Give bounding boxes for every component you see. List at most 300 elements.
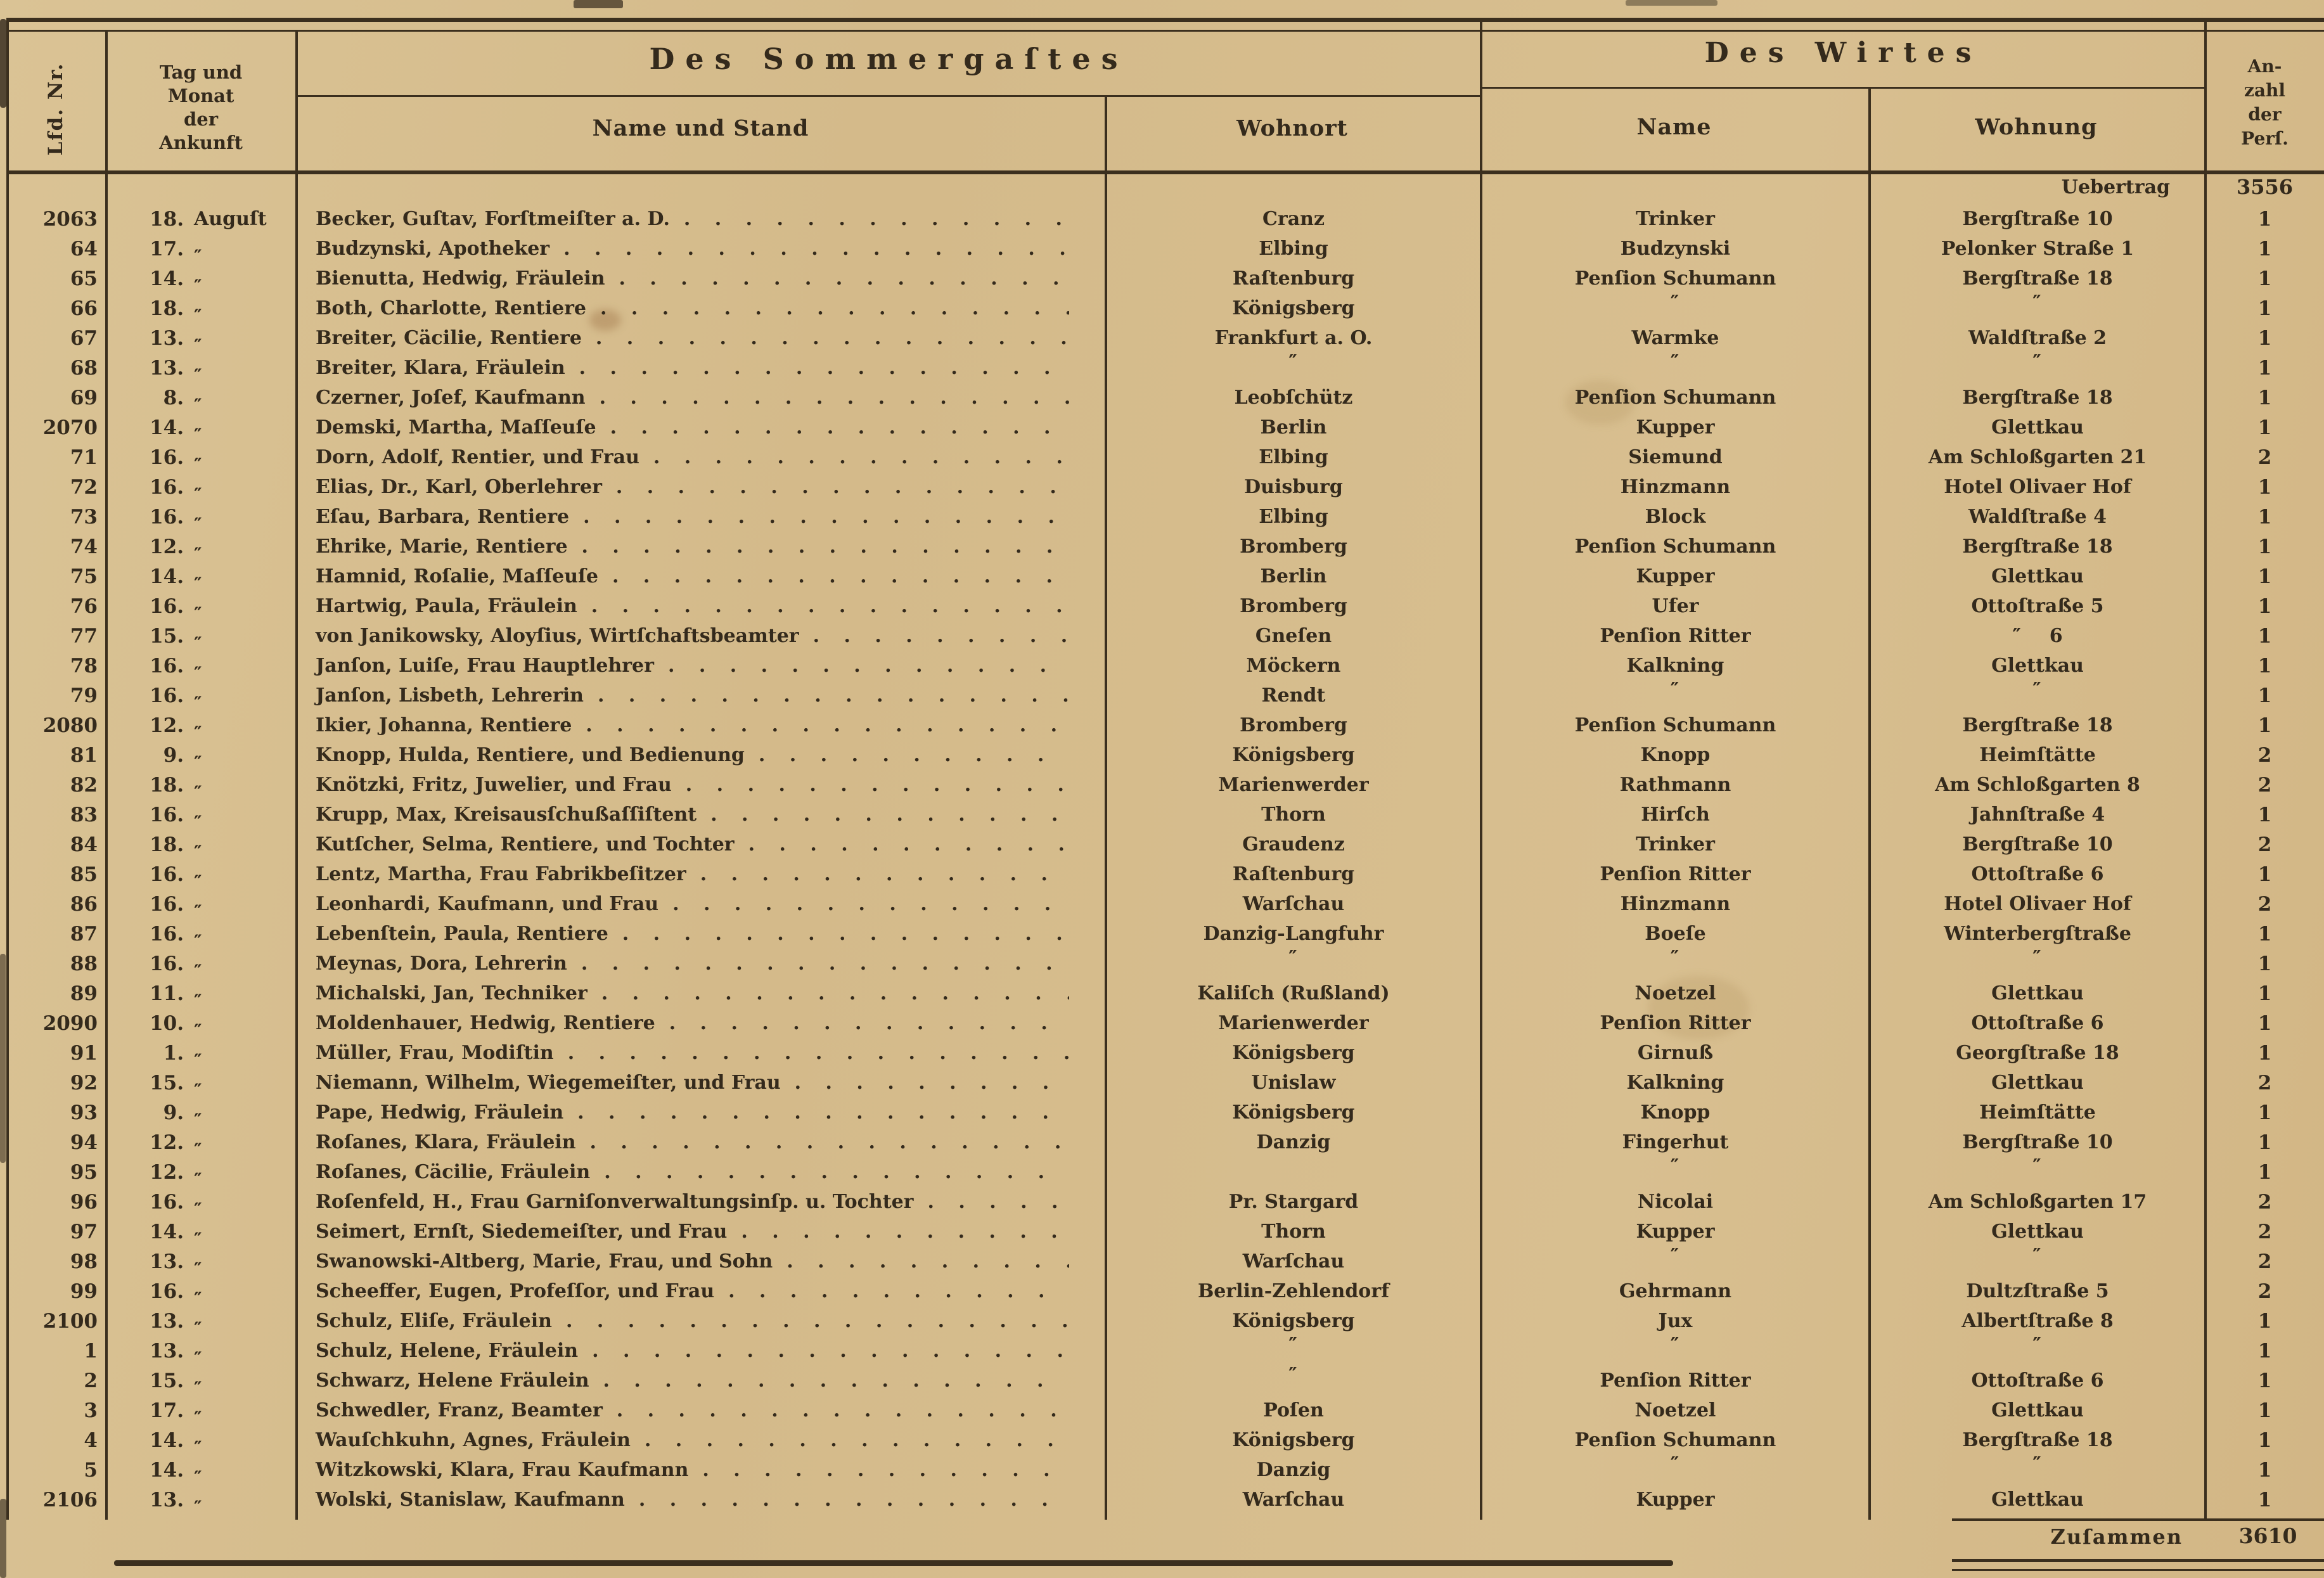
- row-number: 68: [70, 356, 98, 380]
- row-number-cell: [6, 1306, 106, 1336]
- arrival-date-cell: [106, 1247, 297, 1280]
- row-number: 2106: [42, 1488, 98, 1511]
- arrival-day: 13.: [150, 1250, 184, 1273]
- row-number: 74: [70, 535, 98, 558]
- host-wohnung: Dultzſtraße 5: [1966, 1280, 2109, 1302]
- host-name: ″: [1670, 1155, 1681, 1177]
- arrival-day: 12.: [150, 535, 184, 558]
- guest-name: Bienutta, Hedwig, Fräulein: [316, 267, 605, 290]
- dot-leader: [586, 714, 1069, 736]
- person-count: 1: [2257, 863, 2272, 886]
- arrival-date-cell: [106, 889, 297, 922]
- arrival-month: ″: [194, 1497, 203, 1518]
- host-name: ″: [1670, 679, 1681, 701]
- arrival-day: 15.: [150, 1369, 184, 1392]
- guest-wohnort: Kaliſch (Rußland): [1197, 982, 1390, 1004]
- arrival-month: ″: [194, 454, 203, 475]
- guest-name-cell: [297, 442, 1106, 472]
- table-row: [6, 292, 2324, 326]
- guest-name: Lebenſtein, Paula, Rentiere: [316, 923, 608, 945]
- table-row: [6, 234, 2324, 267]
- host-name: ″: [1670, 351, 1681, 373]
- guest-name-cell: [297, 1425, 1106, 1455]
- host-wohnung: Bergſtraße 18: [1962, 536, 2113, 558]
- arrival-day: 16.: [150, 505, 184, 529]
- arrival-date-cell: [106, 561, 297, 594]
- guest-name: Michalski, Jan, Techniker: [316, 982, 587, 1004]
- dot-leader: [577, 1101, 1069, 1124]
- arrival-day: 13.: [150, 356, 184, 380]
- person-count: 2: [2257, 1190, 2272, 1214]
- host-name: Warmke: [1631, 327, 1719, 349]
- guest-name: Moldenhauer, Hedwig, Rentiere: [316, 1012, 655, 1034]
- dot-leader: [610, 416, 1069, 439]
- row-number: 95: [70, 1160, 98, 1184]
- column-header-wohnort: Wohnort: [1236, 115, 1348, 141]
- person-count: 2: [2257, 446, 2272, 469]
- guest-wohnort: ″: [1288, 351, 1299, 373]
- table-row: [6, 532, 2324, 565]
- person-count: 1: [2257, 803, 2272, 826]
- dot-leader: [668, 655, 1069, 677]
- row-number: 1: [84, 1339, 98, 1363]
- guest-wohnort: Berlin-Zehlendorf: [1197, 1280, 1390, 1302]
- row-number-cell: [6, 1127, 106, 1157]
- person-count: 1: [2257, 207, 2272, 231]
- row-number: 92: [70, 1071, 98, 1094]
- guest-wohnort: Danzig-Langfuhr: [1203, 923, 1384, 945]
- dot-leader: [617, 1399, 1069, 1421]
- dot-leader: [604, 1161, 1069, 1183]
- arrival-day: 14.: [150, 1220, 184, 1243]
- guest-wohnort: Königsberg: [1232, 1310, 1355, 1332]
- arrival-day: 16.: [150, 863, 184, 886]
- host-name: ″: [1670, 1334, 1681, 1356]
- guest-wohnort: ″: [1288, 1364, 1299, 1386]
- row-number-cell: [6, 561, 106, 591]
- guest-name-cell: [297, 740, 1106, 770]
- arrival-month: ″: [194, 782, 203, 803]
- anzahl-header-line: An-: [2247, 56, 2282, 77]
- row-number: 97: [70, 1220, 98, 1243]
- arrival-month: ″: [194, 484, 203, 505]
- arrival-date-cell: [106, 830, 297, 863]
- arrival-date-cell: [106, 1306, 297, 1339]
- arrival-date-cell: [106, 1157, 297, 1190]
- guest-name: Pape, Hedwig, Fräulein: [316, 1101, 564, 1124]
- arrival-day: 13.: [150, 1309, 184, 1333]
- row-number-cell: [6, 472, 106, 502]
- person-count: 2: [2257, 1280, 2272, 1303]
- arrival-month: ″: [194, 1288, 203, 1309]
- total-value: 3610: [2238, 1523, 2297, 1548]
- dot-leader: [601, 982, 1069, 1004]
- host-wohnung: Albertſtraße 8: [1961, 1310, 2114, 1332]
- host-name: Penſion Schumann: [1574, 387, 1776, 409]
- guest-wohnort: Thorn: [1261, 804, 1326, 826]
- guest-wohnort: Leobſchütz: [1234, 387, 1353, 409]
- table-row: [6, 383, 2324, 416]
- arrival-day: 16.: [150, 594, 184, 618]
- person-count: 1: [2257, 1428, 2272, 1452]
- host-name: Block: [1645, 506, 1706, 528]
- host-name: Trinker: [1636, 208, 1715, 230]
- guest-name: Wolski, Stanislaw, Kaufmann: [316, 1489, 625, 1511]
- guest-name-cell: [297, 651, 1106, 681]
- guest-name: Roſanes, Klara, Fräulein: [316, 1131, 576, 1153]
- row-number-cell: [6, 978, 106, 1008]
- guest-name-cell: [297, 1485, 1106, 1515]
- arrival-date-cell: [106, 472, 297, 505]
- arrival-month: ″: [194, 1169, 203, 1190]
- row-number: 93: [70, 1101, 98, 1124]
- host-wohnung: Ottoſtraße 6: [1971, 863, 2104, 885]
- row-number-cell: [6, 1068, 106, 1098]
- person-count: 1: [2257, 535, 2272, 558]
- guest-wohnort: Unislaw: [1251, 1072, 1336, 1094]
- arrival-day: 16.: [150, 952, 184, 975]
- table-row: [6, 859, 2324, 892]
- arrival-month: ″: [194, 514, 203, 535]
- table-row: [6, 1187, 2324, 1220]
- column-header-host-name: Name: [1636, 114, 1712, 140]
- row-number-cell: [6, 502, 106, 532]
- host-name: Trinker: [1636, 833, 1715, 856]
- table-row: [6, 1155, 2324, 1190]
- arrival-day: 15.: [150, 1071, 184, 1094]
- row-number: 71: [70, 446, 98, 469]
- host-wohnung: ″ 6: [2012, 625, 2063, 647]
- table-row: [6, 679, 2324, 714]
- guest-wohnort: ″: [1288, 947, 1299, 969]
- host-wohnung: Waldſtraße 2: [1968, 327, 2107, 349]
- host-wohnung: Glettkau: [1991, 655, 2084, 677]
- arrival-day: 18.: [150, 207, 184, 231]
- arrival-month: ″: [194, 425, 203, 446]
- arrival-month: ″: [194, 1437, 203, 1458]
- arrival-date-cell: [106, 621, 297, 654]
- host-name: Kupper: [1636, 565, 1715, 587]
- guest-name: Leonhardi, Kaufmann, und Frau: [316, 893, 659, 915]
- row-number: 2100: [42, 1309, 98, 1333]
- row-number-cell: [6, 264, 106, 293]
- row-number-cell: [6, 442, 106, 472]
- dot-leader: [598, 684, 1069, 707]
- guest-wohnort: Marienwerder: [1218, 1012, 1369, 1034]
- guest-wohnort: Warſchau: [1242, 1489, 1345, 1511]
- arrival-day: 12.: [150, 1131, 184, 1154]
- arrival-date-cell: [106, 1425, 297, 1458]
- person-count: 1: [2257, 297, 2272, 320]
- arrival-date-cell: [106, 800, 297, 833]
- row-number-cell: [6, 532, 106, 561]
- person-count: 1: [2257, 1488, 2272, 1511]
- arrival-month: ″: [194, 1408, 203, 1428]
- dot-leader: [583, 506, 1069, 528]
- guest-name-cell: [297, 681, 1106, 710]
- dot-leader: [702, 1459, 1069, 1481]
- arrival-month: ″: [194, 1229, 203, 1250]
- host-wohnung: Bergſtraße 18: [1962, 387, 2113, 409]
- host-wohnung: Hotel Olivaer Hof: [1944, 893, 2131, 915]
- dot-leader: [639, 1489, 1069, 1511]
- person-count: 1: [2257, 475, 2272, 499]
- guest-name-cell: [297, 621, 1106, 651]
- dot-leader: [748, 833, 1069, 856]
- host-name: Hirſch: [1641, 804, 1710, 826]
- guest-name-cell: [297, 800, 1106, 830]
- row-number: 4: [84, 1428, 98, 1452]
- arrival-day: 9.: [163, 743, 184, 767]
- host-wohnung: Ottoſtraße 6: [1971, 1012, 2104, 1034]
- guest-wohnort: Gneſen: [1255, 625, 1332, 647]
- dot-leader: [622, 923, 1069, 945]
- guest-name: Roſenfeld, H., Frau Garniſonverwaltungsinſp. u. Tochter: [316, 1191, 914, 1213]
- row-number: 5: [84, 1458, 98, 1482]
- arrival-day: 10.: [150, 1011, 184, 1035]
- host-wohnung: Hotel Olivaer Hof: [1944, 476, 2131, 498]
- guest-name: Schwarz, Helene Fräulein: [316, 1370, 589, 1392]
- arrival-date-cell: [106, 502, 297, 535]
- arrival-date-cell: [106, 353, 297, 386]
- row-number: 84: [70, 833, 98, 856]
- guest-name: Dorn, Adolf, Rentier, und Frau: [316, 446, 639, 468]
- guest-wohnort: [1106, 1157, 1481, 1187]
- group-header-host: Des Wirtes: [1704, 37, 1982, 69]
- arrival-day: 16.: [150, 446, 184, 469]
- person-count: 1: [2257, 386, 2272, 409]
- arrival-month: ″: [194, 1378, 203, 1399]
- guest-name-cell: [297, 859, 1106, 889]
- dot-leader: [786, 1250, 1069, 1273]
- arrival-month: ″: [194, 603, 203, 624]
- dot-leader: [592, 1340, 1069, 1362]
- row-number: 89: [70, 982, 98, 1005]
- person-count: 2: [2257, 743, 2272, 767]
- dot-leader: [616, 476, 1069, 498]
- arrival-day: 15.: [150, 624, 184, 648]
- scan-fragment: [1626, 0, 1717, 6]
- anzahl-header-line: Perſ.: [2241, 128, 2289, 149]
- arrival-date-cell: [106, 323, 297, 356]
- guest-name: von Janikowsky, Aloyſius, Wirtſchaftsbeamter: [316, 625, 799, 647]
- arrival-date-cell: [106, 919, 297, 952]
- guest-wohnort: Bromberg: [1240, 595, 1347, 617]
- host-wohnung: Ottoſtraße 5: [1971, 595, 2104, 617]
- arrival-day: 11.: [150, 982, 184, 1005]
- row-number-cell: [6, 1187, 106, 1217]
- dot-leader: [591, 595, 1069, 617]
- arrival-date-cell: [106, 1187, 297, 1220]
- arrival-month: ″: [194, 1080, 203, 1101]
- arrival-month: ″: [194, 693, 203, 714]
- host-name: Penſion Ritter: [1600, 1370, 1751, 1392]
- carry-over-value: 3556: [2236, 175, 2294, 199]
- host-wohnung: Glettkau: [1991, 416, 2084, 439]
- guest-name: Kutſcher, Selma, Rentiere, und Tochter: [316, 833, 735, 856]
- table-row: [6, 1364, 2324, 1399]
- row-number-cell: [6, 1157, 106, 1187]
- table-row: [6, 204, 2324, 234]
- guest-wohnort: Danzig: [1256, 1131, 1331, 1153]
- host-name: ″: [1670, 292, 1681, 314]
- arrival-month: ″: [194, 305, 203, 326]
- row-number-cell: [6, 591, 106, 621]
- guest-name-cell: [297, 830, 1106, 859]
- guest-name: Janſon, Luiſe, Frau Hauptlehrer: [316, 655, 654, 677]
- row-number: 99: [70, 1280, 98, 1303]
- row-number: 75: [70, 565, 98, 588]
- arrival-month: ″: [194, 1050, 203, 1071]
- arrival-date-cell: [106, 1455, 297, 1488]
- guest-name-cell: [297, 1038, 1106, 1068]
- host-wohnung: Glettkau: [1991, 1072, 2084, 1094]
- guest-name: Witzkowski, Klara, Frau Kaufmann: [316, 1459, 689, 1481]
- row-number: 85: [70, 863, 98, 886]
- arrival-day: 13.: [150, 1339, 184, 1363]
- host-name: ″: [1670, 1453, 1681, 1475]
- guest-wohnort: Berlin: [1260, 416, 1327, 439]
- arrival-month: ″: [194, 991, 203, 1011]
- guest-name: Wauſchkuhn, Agnes, Fräulein: [316, 1429, 631, 1451]
- arrival-header-line: Ankunft: [159, 132, 243, 153]
- guest-wohnort: Berlin: [1260, 565, 1327, 587]
- guest-wohnort: Königsberg: [1232, 1042, 1355, 1064]
- guest-name: Breiter, Cäcilie, Rentiere: [316, 327, 582, 349]
- scan-smudge: [0, 19, 6, 108]
- guest-name-cell: [297, 293, 1106, 323]
- table-row: [6, 413, 2324, 446]
- arrival-day: 17.: [150, 237, 184, 260]
- row-number: 3: [84, 1399, 98, 1422]
- arrival-month: ″: [194, 246, 203, 267]
- guest-wohnort: Möckern: [1246, 655, 1341, 677]
- row-number: 2090: [42, 1011, 98, 1035]
- arrival-day: 16.: [150, 654, 184, 677]
- host-wohnung: Georgſtraße 18: [1956, 1042, 2119, 1064]
- guest-wohnort: Frankfurt a. O.: [1214, 327, 1373, 349]
- guest-name-cell: [297, 502, 1106, 532]
- person-count: 1: [2257, 684, 2272, 707]
- row-number-cell: [6, 383, 106, 413]
- arrival-date-cell: [106, 770, 297, 803]
- row-number: 86: [70, 892, 98, 916]
- row-number-cell: [6, 1366, 106, 1395]
- arrival-header-line: Tag und: [159, 61, 243, 83]
- arrival-month: ″: [194, 931, 203, 952]
- row-number-cell: [6, 1455, 106, 1485]
- host-name: Boeſe: [1645, 923, 1706, 945]
- person-count: 1: [2257, 505, 2272, 529]
- row-number-cell: [6, 353, 106, 383]
- person-count: 1: [2257, 982, 2272, 1005]
- row-number-cell: [6, 323, 106, 353]
- host-wohnung: Jahnſtraße 4: [1970, 804, 2105, 826]
- guest-wohnort: Bromberg: [1240, 714, 1347, 736]
- table-row: [6, 502, 2324, 535]
- arrival-date-cell: [106, 413, 297, 446]
- row-number: 64: [70, 237, 98, 260]
- arrival-month: ″: [194, 752, 203, 773]
- person-count: 1: [2257, 1101, 2272, 1124]
- host-wohnung: Glettkau: [1991, 565, 2084, 587]
- guest-wohnort: Elbing: [1259, 506, 1328, 528]
- table-row: [6, 1038, 2324, 1071]
- arrival-date-cell: [106, 234, 297, 267]
- host-name: Penſion Schumann: [1574, 267, 1776, 290]
- guest-wohnort: Bromberg: [1240, 536, 1347, 558]
- person-count: 1: [2257, 1131, 2272, 1154]
- arrival-date-cell: [106, 383, 297, 416]
- host-wohnung: Bergſtraße 18: [1962, 1429, 2113, 1451]
- person-count: 2: [2257, 892, 2272, 916]
- dot-leader: [590, 1131, 1069, 1153]
- row-number: 2070: [42, 416, 98, 439]
- arrival-day: 13.: [150, 326, 184, 350]
- host-wohnung: ″: [2032, 1245, 2043, 1267]
- column-header-host-wohnung: Wohnung: [1975, 114, 2098, 140]
- dot-leader: [579, 357, 1069, 379]
- host-wohnung: Waldſtraße 4: [1968, 506, 2107, 528]
- host-wohnung: Glettkau: [1991, 1399, 2084, 1421]
- person-count: 1: [2257, 1458, 2272, 1482]
- row-number-cell: [6, 413, 106, 442]
- guest-name: Roſanes, Cäcilie, Fräulein: [316, 1161, 591, 1183]
- arrival-day: 17.: [150, 1399, 184, 1422]
- arrival-month: ″: [194, 633, 203, 654]
- host-name: Hinzmann: [1620, 476, 1731, 498]
- guest-wohnort: Marienwerder: [1218, 774, 1369, 796]
- dot-leader: [619, 267, 1069, 290]
- arrival-month: ″: [194, 1139, 203, 1160]
- table-row: [6, 1453, 2324, 1488]
- guest-name: Demski, Martha, Maſſeuſe: [316, 416, 596, 439]
- guest-name-cell: [297, 1127, 1106, 1157]
- arrival-date-cell: [106, 1127, 297, 1160]
- table-row: [6, 1485, 2324, 1518]
- table-row: [6, 1395, 2324, 1428]
- host-name: Gehrmann: [1619, 1280, 1732, 1302]
- person-count: 2: [2257, 1220, 2272, 1243]
- arrival-month: ″: [194, 1199, 203, 1220]
- host-name: Kalkning: [1626, 655, 1724, 677]
- guest-name: Ikier, Johanna, Rentiere: [316, 714, 572, 736]
- arrival-date-cell: [106, 1038, 297, 1071]
- row-number: 2: [84, 1369, 98, 1392]
- arrival-month: ″: [194, 276, 203, 297]
- host-name: Nicolai: [1637, 1191, 1714, 1213]
- arrival-day: 12.: [150, 1160, 184, 1184]
- arrival-date-cell: [106, 1217, 297, 1250]
- arrival-date-cell: [106, 264, 297, 297]
- table-row: [6, 770, 2324, 803]
- arrival-day: 16.: [150, 803, 184, 826]
- dot-leader: [672, 893, 1069, 915]
- person-count: 1: [2257, 416, 2272, 439]
- row-number-cell: [6, 859, 106, 889]
- host-name: Knopp: [1640, 744, 1711, 766]
- guest-name: Eſau, Barbara, Rentiere: [316, 506, 570, 528]
- row-number-cell: [6, 293, 106, 323]
- person-count: 2: [2257, 833, 2272, 856]
- rule: [6, 170, 2324, 174]
- dot-leader: [600, 297, 1069, 319]
- guest-name-cell: [297, 413, 1106, 442]
- arrival-month: ″: [194, 574, 203, 594]
- host-name: Siemund: [1628, 446, 1723, 468]
- table-row: [6, 472, 2324, 505]
- guest-name-cell: [297, 472, 1106, 502]
